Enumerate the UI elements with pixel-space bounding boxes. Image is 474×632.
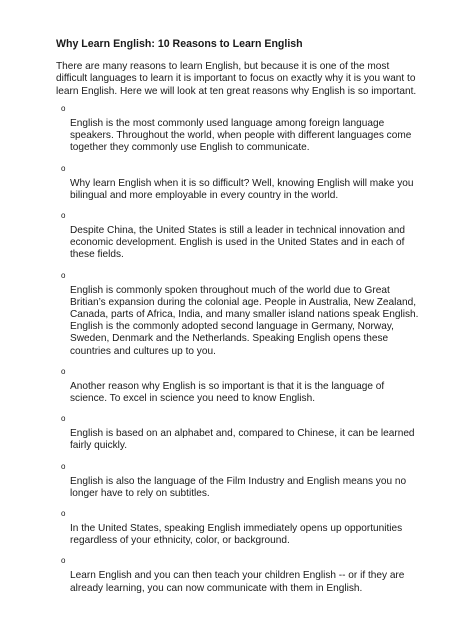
list-item (56, 211, 420, 262)
intro-paragraph: There are many reasons to learn English, but because it is one of the most difficult languages to learn it is important to focus on exactly why it is you want to learn English. Here we will look at ten great reasons why English is so important. (56, 61, 417, 97)
list-item (56, 462, 420, 500)
bullet-icon: o (61, 103, 66, 113)
reason-text: In the United States, speaking English immediately opens up opportunities regardless of your ethnicity, color, or background. (70, 522, 403, 547)
bullet-icon: o (61, 210, 66, 220)
list-item (56, 271, 420, 358)
bullet-icon: o (61, 163, 66, 173)
list-item (56, 414, 420, 452)
bullet-icon: o (61, 461, 66, 471)
list-item (56, 164, 420, 202)
reason-text: Another reason why English is so important is that it is the language of science. To excel in science you need to know English. (70, 380, 385, 404)
reason-text: Learn English and you can then teach your children English -- or if they are already learning, you can now communicate with them in English. (70, 570, 405, 594)
bullet-icon: o (61, 366, 66, 376)
bullet-icon: o (61, 508, 66, 518)
bullet-icon: o (61, 556, 66, 566)
reasons-list (56, 104, 420, 595)
reason-text: English is commonly spoken throughout much of the world due to Great Britian’s expansion during the colonial age. People in Australia, New Zealand, Canada, parts of Africa, India, and many smaller island nations speak English. English is the commonly adopted second language in Germany, Norway, Sweden, Denmark and the Netherlands. Speaking English opens these countries and cultures up to you. (70, 284, 419, 357)
list-item (56, 367, 420, 405)
reason-text: English is based on an alphabet and, compared to Chinese, it can be learned fairly quickly. (70, 428, 415, 452)
bullet-icon: o (61, 270, 66, 280)
reason-text: English is also the language of the Film Industry and English means you no longer have to rely on subtitles. (70, 475, 407, 499)
reason-text: Why learn English when it is so difficult? Well, knowing English will make you bilingual and more employable in every country in the world. (70, 177, 414, 201)
list-item (56, 556, 420, 594)
list-item (56, 104, 420, 155)
list-item (56, 509, 420, 547)
reason-text: Despite China, the United States is still a leader in technical innovation and economic development. English is used in the United States and in each of these fields. (70, 224, 405, 261)
reason-text: English is the most commonly used language among foreign language speakers. Throughout the world, when people with different languages come together they commonly use English to communicate. (70, 117, 412, 154)
bullet-icon: o (61, 414, 66, 424)
document-title: Why Learn English: 10 Reasons to Learn English (56, 38, 303, 50)
document-page (56, 38, 420, 604)
